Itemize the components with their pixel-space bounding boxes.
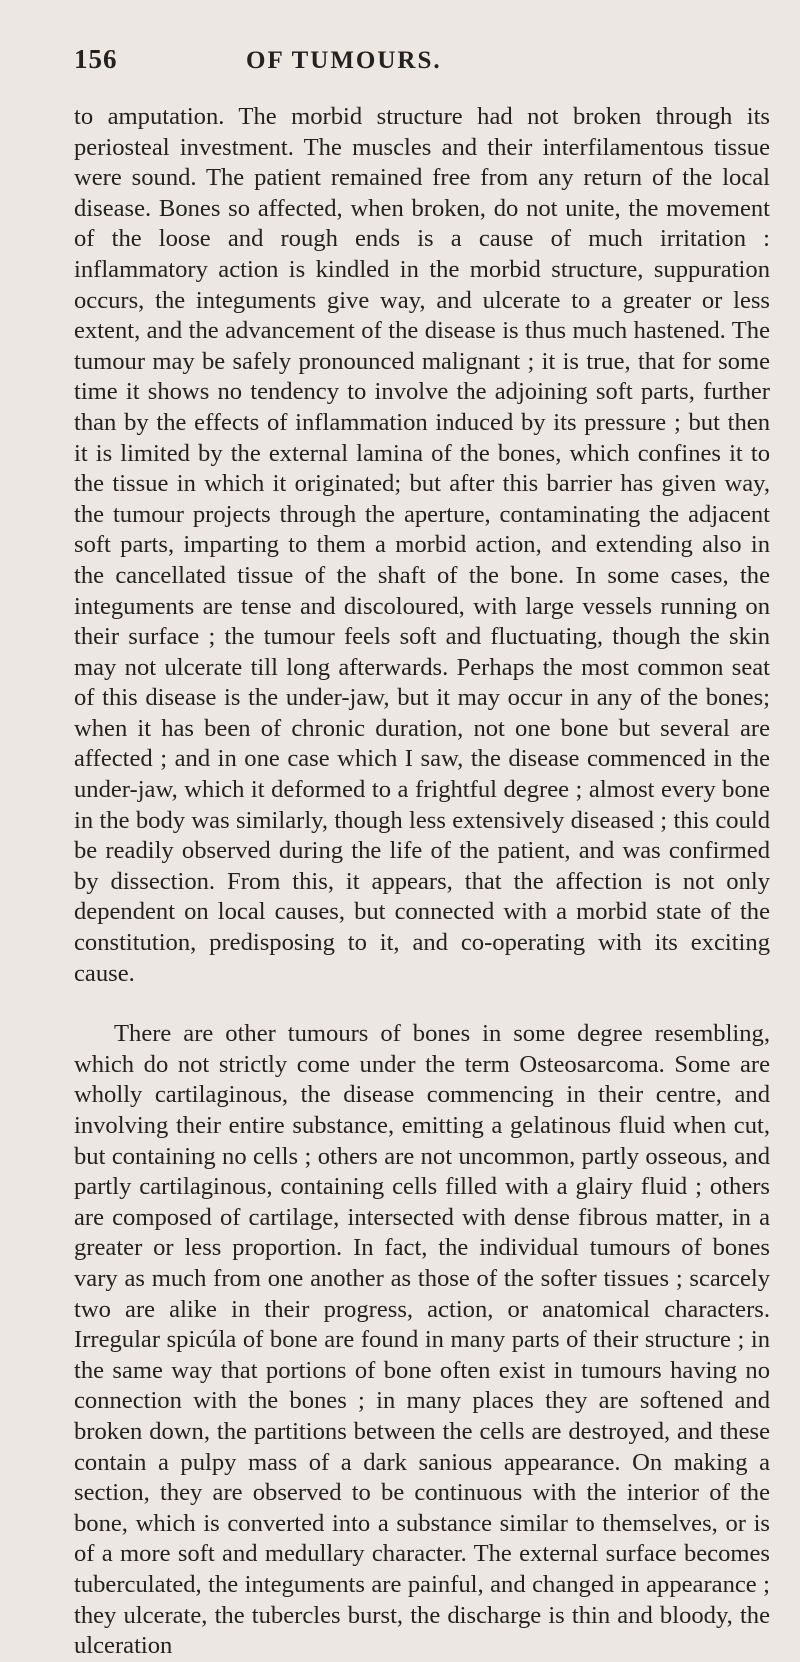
- page-number: 156: [74, 44, 118, 74]
- running-head: [74, 44, 770, 88]
- paragraph: There are other tumours of bones in some degree resembling, which do not strictly come under the term Osteosarcoma. Some are wholly cartilaginous, the disease commencing in their centre, and involving their entire substance, emitting a gelatinous fluid when cut, but containing no cells ; others are not uncommon, partly osseous, and partly cartilaginous, containing cells filled with a glairy fluid ; others are composed of cartilage, intersected with dense fibrous matter, in a greater or less proportion. In fact, the individual tumours of bones vary as much from one another as those of the softer tissues ; scarcely two are alike in their progress, action, or anatomical characters. Irregular spicúla of bone are found in many parts of their structure ; in the same way that portions of bone often exist in tumours having no connection with the bones ; in many places they are softened and broken down, the partitions between the cells are destroyed, and these contain a pulpy mass of a dark sanious appearance. On making a section, they are observed to be continuous with the interior of the bone, which is converted into a substance similar to themselves, or is of a more soft and medullary character. The external surface becomes tuberculated, the integuments are painful, and changed in appearance ; they ulcerate, the tubercles burst, the discharge is thin and bloody, the ulceration: [74, 1020, 770, 1660]
- body-text: [74, 102, 770, 1662]
- paragraph: to amputation. The morbid structure had not broken through its periosteal investment. The muscles and their interfilamentous tissue were sound. The patient remained free from any return of the local disease. Bones so affected, when broken, do not unite, the movement of the loose and rough ends is a cause of much irritation : inflammatory action is kindled in the morbid structure, suppuration occurs, the integuments give way, and ulcerate to a greater or less extent, and the advancement of the disease is thus much hastened. The tumour may be safely pronounced malignant ; it is true, that for some time it shows no tendency to involve the adjoining soft parts, further than by the effects of inflammation induced by its pressure ; but then it is limited by the external lamina of the bones, which confines it to the tissue in which it originated; but after this barrier has given way, the tumour projects through the aperture, contaminating the adjacent soft parts, imparting to them a morbid action, and extending also in the cancellated tissue of the shaft of the bone. In some cases, the integuments are tense and discoloured, with large vessels running on their surface ; the tumour feels soft and fluctuating, though the skin may not ulcerate till long afterwards. Perhaps the most common seat of this disease is the under-jaw, but it may occur in any of the bones; when it has been of chronic duration, not one bone but several are affected ; and in one case which I saw, the disease commenced in the under-jaw, which it deformed to a frightful degree ; almost every bone in the body was similarly, though less extensively diseased ; this could be readily observed during the life of the patient, and was confirmed by dissection. From this, it appears, that the affection is not only dependent on local causes, but connected with a morbid state of the constitution, predisposing to it, and co-operating with its exciting cause.: [74, 103, 770, 987]
- running-title: OF TUMOURS.: [246, 47, 442, 74]
